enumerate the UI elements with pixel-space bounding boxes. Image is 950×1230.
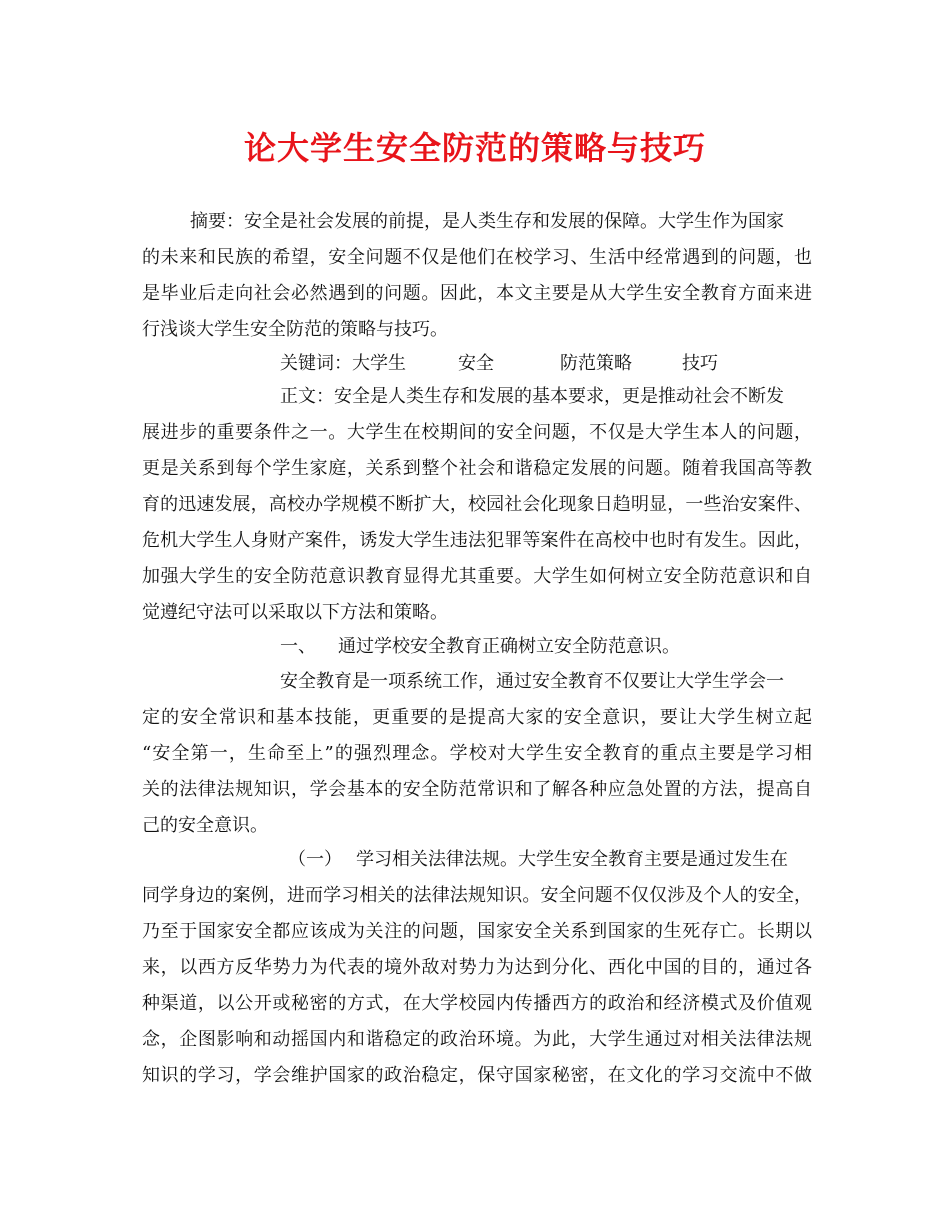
subsection-number: （一）	[288, 849, 342, 870]
body-line: 念，企图影响和动摇国内和谐稳定的政治环境。为此，大学生通过对相关法律法规	[142, 1029, 812, 1050]
body-line: 学习相关法律法规。大学生安全教育主要是通过发生在	[356, 849, 788, 870]
body-line: 同学身边的案例，进而学习相关的法律法规知识。安全问题不仅仅涉及个人的安全，	[142, 885, 812, 906]
document-title: 论大学生安全防范的策略与技巧	[243, 129, 706, 167]
keyword-item: 技巧	[682, 353, 718, 374]
body-line: 来，以西方反华势力为代表的境外敌对势力为达到分化、西化中国的目的，通过各	[142, 957, 812, 978]
body-line: “安全第一，生命至上”的强烈理念。学校对大学生安全教育的重点主要是学习相	[142, 743, 812, 764]
body-line: 育的迅速发展，高校办学规模不断扩大，校园社会化现象日趋明显，一些治安案件、	[142, 494, 812, 515]
body-line: 乃至于国家安全都应该成为关注的问题，国家安全关系到国家的生死存亡。长期以	[142, 921, 812, 942]
body-line: 种渠道，以公开或秘密的方式，在大学校园内传播西方的政治和经济模式及价值观	[142, 993, 812, 1014]
body-line: 正文：安全是人类生存和发展的基本要求，更是推动社会不断发	[280, 386, 784, 407]
abstract-line: 的未来和民族的希望，安全问题不仅是他们在校学习、生活中经常遇到的问题，也	[142, 247, 812, 268]
abstract-line: 是毕业后走向社会必然遇到的问题。因此，本文主要是从大学生安全教育方面来进	[142, 283, 812, 304]
body-line: 定的安全常识和基本技能，更重要的是提高大家的安全意识，要让大学生树立起	[142, 707, 812, 728]
body-line: 觉遵纪守法可以采取以下方法和策略。	[142, 602, 448, 623]
keyword-item: 安全	[458, 353, 494, 374]
abstract-line: 摘要：安全是社会发展的前提，是人类生存和发展的保障。大学生作为国家	[190, 211, 784, 232]
body-line: 知识的学习，学会维护国家的政治稳定，保守国家秘密，在文化的学习交流中不做	[142, 1065, 812, 1086]
body-line: 更是关系到每个学生家庭，关系到整个社会和谐稳定发展的问题。随着我国高等教	[142, 458, 812, 479]
keywords-label: 关键词：大学生	[280, 353, 406, 374]
section-number: 一、	[280, 636, 316, 657]
keyword-item: 防范策略	[560, 353, 632, 374]
body-line: 加强大学生的安全防范意识教育显得尤其重要。大学生如何树立安全防范意识和自	[142, 566, 812, 587]
body-line: 展进步的重要条件之一。大学生在校期间的安全问题，不仅是大学生本人的问题，	[142, 422, 812, 443]
section-heading: 通过学校安全教育正确树立安全防范意识。	[338, 636, 680, 657]
abstract-line: 行浅谈大学生安全防范的策略与技巧。	[142, 319, 448, 340]
body-line: 己的安全意识。	[142, 815, 268, 836]
body-line: 安全教育是一项系统工作，通过安全教育不仅要让大学生学会一	[280, 671, 784, 692]
body-line: 危机大学生人身财产案件，诱发大学生违法犯罪等案件在高校中也时有发生。因此，	[142, 530, 812, 551]
body-line: 关的法律法规知识，学会基本的安全防范常识和了解各种应急处置的方法，提高自	[142, 779, 812, 800]
